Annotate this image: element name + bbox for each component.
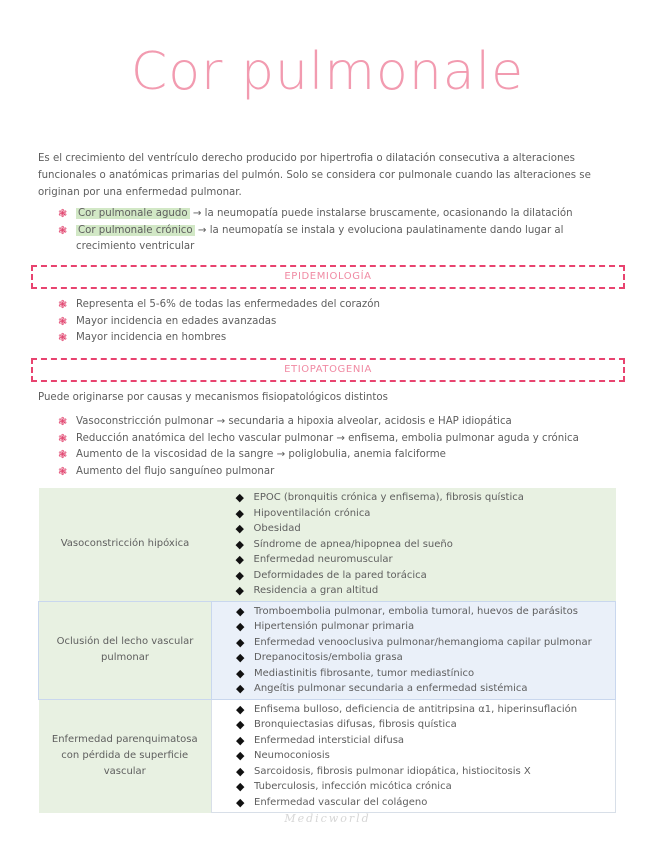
section-header-etiopatogenia: ETIOPATOGENIA: [31, 358, 625, 382]
diamond-bullet-icon: ◆: [236, 795, 245, 809]
table-item: ◆ Enfermedad vascular del colágeno: [236, 795, 428, 809]
list-item-text: Aumento de la viscosidad de la sangre → poliglobulia, anemia falciforme: [76, 449, 446, 460]
highlighted-term: Cor pulmonale crónico: [78, 224, 193, 236]
table-item: ◆ Residencia a gran altitud: [235, 584, 379, 597]
diamond-bullet-icon: ◆: [236, 666, 245, 680]
diamond-bullet-icon: ◆: [236, 780, 245, 793]
diamond-bullet-icon: ◆: [236, 651, 245, 664]
diamond-bullet-icon: ◆: [236, 718, 245, 731]
diamond-bullet-icon: ◆: [235, 506, 244, 520]
table-item: ◆ Enfermedad intersticial difusa: [236, 733, 405, 747]
intro-paragraph: Es el crecimiento del ventrículo derecho producido por hipertrofia o dilatación consecutiva a alteraciones funcionales o anatómicas primarias del pulmón. Solo se considera cor pulmonale cuando las alteraciones se originan por una enfermedad pulmonar.: [38, 153, 591, 198]
flower-bullet-icon: ❃: [58, 448, 68, 461]
diamond-bullet-icon: ◆: [235, 553, 244, 566]
list-item: [58, 447, 618, 464]
list-item-text: Aumento del flujo sanguíneo pulmonar: [76, 465, 275, 477]
arrow-icon: →: [197, 224, 207, 236]
table-row: [39, 488, 616, 601]
epidemiology-list: [58, 297, 618, 347]
list-item-text: la neumopatía se instala y evoluciona paulatinamente dando lugar al crecimiento ventricular: [76, 224, 564, 252]
diamond-bullet-icon: ◆: [235, 537, 244, 551]
etiology-list: [58, 414, 618, 480]
list-item: [58, 330, 618, 347]
table-item: ◆ Mediastinitis fibrosante, tumor mediastínico: [236, 666, 475, 680]
flower-bullet-icon: ❃: [58, 207, 68, 220]
table-row: [39, 699, 616, 813]
table-item: ◆ EPOC (bronquitis crónica y enfisema), fibrosis quística: [235, 491, 524, 504]
table-item: ◆ Tromboembolia pulmonar, embolia tumoral, huevos de parásitos: [236, 604, 578, 618]
list-item-text: la neumopatía puede instalarse bruscamente, ocasionando la dilatación: [204, 208, 573, 219]
table-item: ◆ Bronquiectasias difusas, fibrosis quística: [236, 718, 457, 731]
diamond-bullet-icon: ◆: [236, 635, 245, 649]
list-item-text: Representa el 5-6% de todas las enfermedades del corazón: [76, 299, 380, 310]
row-label: Enfermedad parenquimatosa con pérdida de superficie vascular: [39, 699, 212, 813]
list-item: [58, 314, 618, 331]
diamond-bullet-icon: ◆: [236, 702, 245, 716]
table-item: ◆ Hipertensión pulmonar primaria: [236, 620, 415, 633]
diamond-bullet-icon: ◆: [236, 682, 245, 695]
flower-bullet-icon: ❃: [58, 298, 68, 311]
table-item: ◆ Deformidades de la pared torácica: [235, 568, 427, 582]
table-item: ◆ Angeítis pulmonar secundaria a enfermedad sistémica: [236, 682, 528, 695]
list-item-text: Mayor incidencia en edades avanzadas: [76, 315, 277, 327]
table-item: ◆ Obesidad: [235, 522, 301, 535]
list-item: [58, 223, 618, 256]
list-item: [58, 414, 618, 431]
list-item-text: Vasoconstricción pulmonar → secundaria a hipoxia alveolar, acidosis e HAP idiopática: [76, 416, 512, 427]
table-item: ◆ Drepanocitosis/embolia grasa: [236, 651, 403, 664]
table-row: [39, 601, 616, 699]
etiology-intro: Puede originarse por causas y mecanismos fisiopatológicos distintos: [38, 392, 388, 403]
types-list: [58, 206, 618, 256]
list-item: [58, 464, 618, 481]
table-item: ◆ Hipoventilación crónica: [235, 506, 371, 520]
diamond-bullet-icon: ◆: [236, 620, 245, 633]
diamond-bullet-icon: ◆: [236, 604, 245, 618]
table-item: ◆ Sarcoidosis, fibrosis pulmonar idiopática, histiocitosis X: [236, 764, 531, 778]
diamond-bullet-icon: ◆: [236, 749, 245, 762]
table-item: ◆ Neumoconiosis: [236, 749, 330, 762]
diamond-bullet-icon: ◆: [235, 568, 244, 582]
highlighted-term: Cor pulmonale agudo: [78, 208, 188, 219]
table-item: ◆ Enfermedad venooclusiva pulmonar/hemangioma capilar pulmonar: [236, 635, 592, 649]
flower-bullet-icon: ❃: [58, 415, 68, 428]
table-item: ◆ Enfisema bulloso, deficiencia de antitripsina α1, hiperinsuflación: [236, 702, 578, 716]
diamond-bullet-icon: ◆: [235, 491, 244, 504]
section-header-epidemiologia: EPIDEMIOLOGÍA: [31, 265, 625, 289]
flower-bullet-icon: ❃: [58, 331, 68, 344]
flower-bullet-icon: ❃: [58, 431, 68, 445]
diamond-bullet-icon: ◆: [235, 584, 244, 597]
footer-watermark: Medicworld: [284, 812, 371, 825]
diamond-bullet-icon: ◆: [235, 522, 244, 535]
list-item-text: Reducción anatómica del lecho vascular pulmonar → enfisema, embolia pulmonar aguda y crónica: [76, 432, 579, 444]
row-label: Oclusión del lecho vascular pulmonar: [39, 601, 212, 699]
diamond-bullet-icon: ◆: [236, 764, 245, 778]
arrow-icon: →: [192, 208, 202, 219]
flower-bullet-icon: ❃: [58, 464, 68, 478]
flower-bullet-icon: ❃: [58, 223, 68, 237]
table-item: ◆ Enfermedad neuromuscular: [235, 553, 393, 566]
table-item: ◆ Tuberculosis, infección micótica crónica: [236, 780, 452, 793]
diamond-bullet-icon: ◆: [236, 733, 245, 747]
causes-table: [38, 488, 616, 813]
table-item: ◆ Síndrome de apnea/hipopnea del sueño: [235, 537, 453, 551]
row-label: Vasoconstricción hipóxica: [39, 488, 212, 601]
list-item: [58, 206, 618, 223]
page-title: Cor pulmonale: [130, 42, 525, 102]
list-item: [58, 297, 618, 314]
list-item: [58, 431, 618, 448]
flower-bullet-icon: ❃: [58, 314, 68, 328]
list-item-text: Mayor incidencia en hombres: [76, 332, 227, 343]
